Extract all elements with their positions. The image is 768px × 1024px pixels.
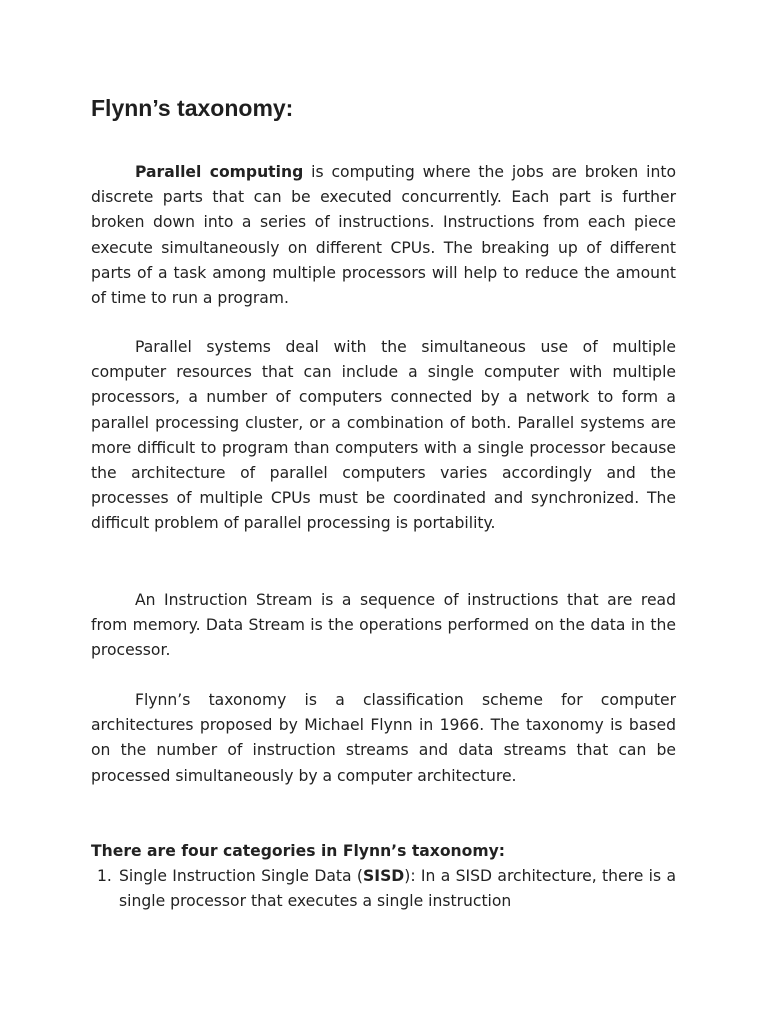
paragraph-parallel-systems: Parallel systems deal with the simultaneous use of multiple computer resources that can include a single computer with multiple processors, a number of computers connected by a network to form a parallel processing cluster, or a combination of both. Parallel systems are more difficult to program than computers with a single processor because the architecture of parallel computers varies accordingly and the processes of multiple CPUs must be coordinated and synchronized. The difficult problem of parallel processing is portability. [91,338,676,533]
parallel-computing-term: Parallel computing [135,163,304,181]
categories-heading: There are four categories in Flynn’s taxonomy: [91,842,506,860]
paragraph-flynns-taxonomy: Flynn’s taxonomy is a classification scheme for computer architectures proposed by Michael Flynn in 1966. The taxonomy is based on the number of instruction streams and data streams that can be processed simultaneously by a computer architecture. [91,691,676,785]
parallel-computing-text: is computing where the jobs are broken into discrete parts that can be executed concurrently. Each part is further broken down into a series of instructions. Instructions from each piece execute simultaneously on different CPUs. The breaking up of different parts of a task among multiple processors will help to reduce the amount of time to run a program. [91,163,676,308]
page-title: Flynn’s taxonomy: [91,95,294,121]
list-item-description: ): In a SISD architecture, there is a single processor that executes a single instruction [119,867,676,911]
categories-list [91,864,676,914]
paragraph-instruction-stream: An Instruction Stream is a sequence of instructions that are read from memory. Data Stream is the operations performed on the data in the processor. [91,591,676,660]
paragraph-parallel-computing [91,160,676,311]
list-item-abbr: SISD [363,867,405,885]
list-item-prefix: Single Instruction Single Data ( [119,867,364,885]
list-item [91,864,676,914]
list-item-number: 1. [97,867,112,885]
